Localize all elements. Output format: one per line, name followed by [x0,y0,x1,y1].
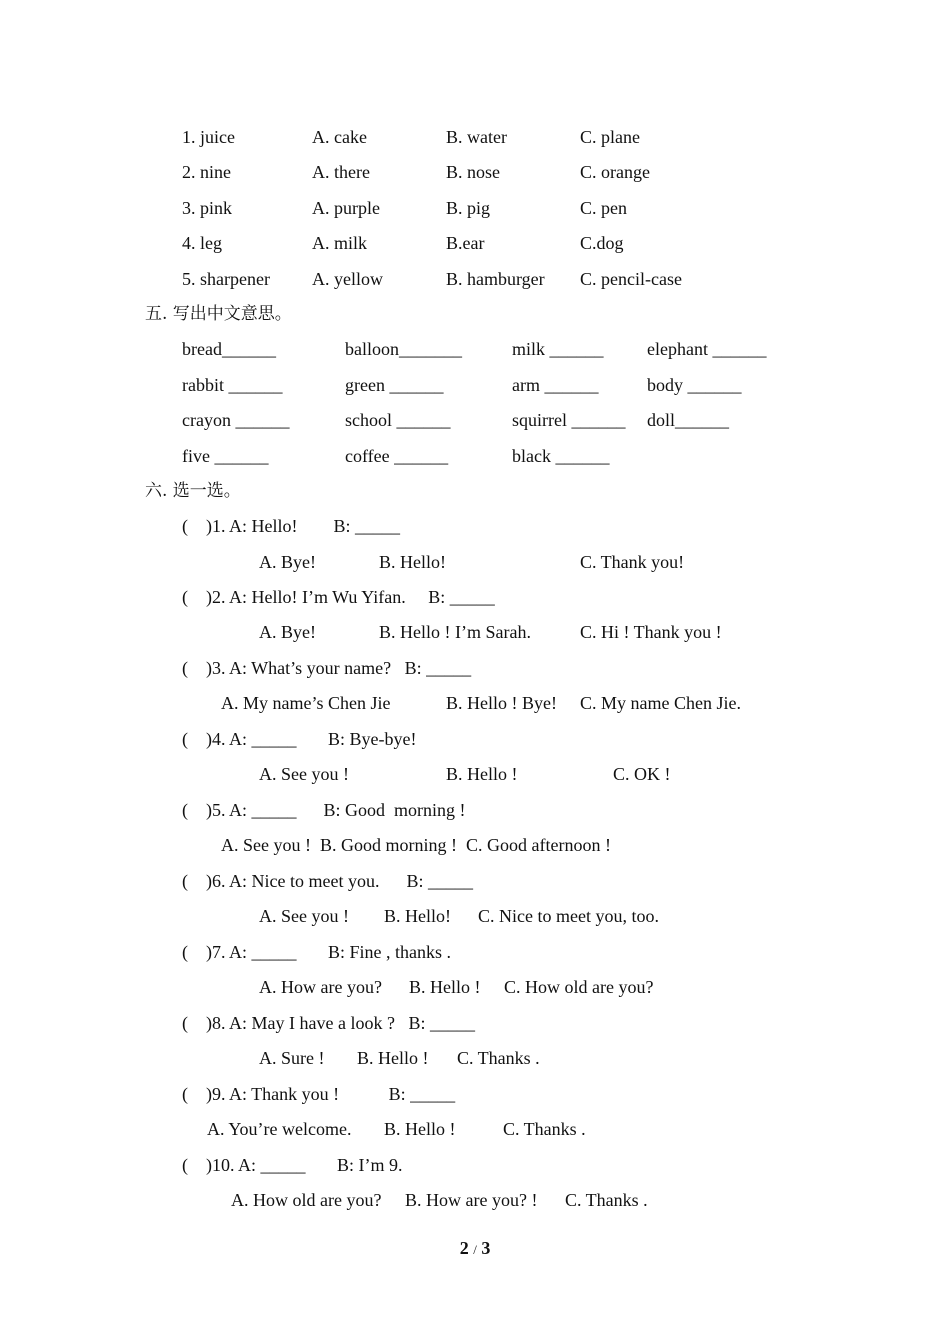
section-6-heading: 六. 选一选。 [145,481,241,501]
question-1: ( )1. A: Hello! B: _____ [182,516,400,536]
row-word: 4. leg [182,233,222,253]
vocab-item: balloon_______ [345,339,462,359]
q1-option-a: A. Bye! [259,552,316,572]
q5-options: A. See you ! B. Good morning ! C. Good afternoon ! [221,835,611,855]
vocab-item: rabbit ______ [182,375,283,395]
option-a: A. milk [312,233,368,253]
q3-option-c: C. My name Chen Jie. [580,693,741,713]
page-number [0,1238,950,1259]
vocab-item: elephant ______ [647,339,767,359]
vocab-item: doll______ [647,410,730,430]
question-8: ( )8. A: May I have a look ? B: _____ [182,1013,475,1033]
option-c: C. pen [580,198,627,218]
option-b: B. nose [446,162,500,182]
q6-option-b: B. Hello! [384,906,451,926]
vocab-item: green ______ [345,375,444,395]
q6-option-c: C. Nice to meet you, too. [478,906,659,926]
option-c: C. orange [580,162,650,182]
option-a: A. cake [312,127,367,147]
q9-option-a: A. You’re welcome. [207,1119,352,1139]
q9-option-c: C. Thanks . [503,1119,586,1139]
row-word: 2. nine [182,162,231,182]
q8-option-b: B. Hello ! [357,1048,429,1068]
question-4: ( )4. A: _____ B: Bye-bye! [182,729,417,749]
q8-option-c: C. Thanks . [457,1048,540,1068]
q4-option-a: A. See you ! [259,764,349,784]
current-page: 2 [459,1238,469,1258]
q1-option-c: C. Thank you! [580,552,685,572]
q3-option-b: B. Hello ! Bye! [446,693,557,713]
option-a: A. purple [312,198,380,218]
q4-option-c: C. OK ! [613,764,671,784]
q2-option-b: B. Hello ! I’m Sarah. [379,622,531,642]
section-5-heading: 五. 写出中文意思。 [145,304,292,324]
row-word: 5. sharpener [182,269,270,289]
q8-option-a: A. Sure ! [259,1048,325,1068]
option-a: A. there [312,162,370,182]
vocab-item: body ______ [647,375,742,395]
q2-option-c: C. Hi ! Thank you ! [580,622,722,642]
question-3: ( )3. A: What’s your name? B: _____ [182,658,472,678]
q7-option-b: B. Hello ! [409,977,481,997]
vocab-item: black ______ [512,446,610,466]
total-pages: 3 [481,1238,491,1258]
vocab-item: five ______ [182,446,269,466]
question-9: ( )9. A: Thank you ! B: _____ [182,1084,456,1104]
q10-option-a: A. How old are you? [231,1190,382,1210]
question-6: ( )6. A: Nice to meet you. B: _____ [182,871,473,891]
option-a: A. yellow [312,269,383,289]
q1-option-b: B. Hello! [379,552,446,572]
q10-option-b: B. How are you? ! [405,1190,538,1210]
q9-option-b: B. Hello ! [384,1119,456,1139]
vocab-item: milk ______ [512,339,604,359]
vocab-item: arm ______ [512,375,599,395]
q6-option-a: A. See you ! [259,906,349,926]
option-b: B.ear [446,233,485,253]
option-c: C. plane [580,127,640,147]
option-b: B. hamburger [446,269,545,289]
option-b: B. pig [446,198,491,218]
q10-option-c: C. Thanks . [565,1190,648,1210]
q3-option-a: A. My name’s Chen Jie [221,693,391,713]
vocab-item: crayon ______ [182,410,290,430]
vocab-item: coffee ______ [345,446,449,466]
question-7: ( )7. A: _____ B: Fine , thanks . [182,942,451,962]
page-separator: / [473,1242,477,1257]
question-10: ( )10. A: _____ B: I’m 9. [182,1155,403,1175]
option-b: B. water [446,127,507,147]
vocab-item: squirrel ______ [512,410,626,430]
row-word: 1. juice [182,127,235,147]
option-c: C.dog [580,233,624,253]
q7-option-c: C. How old are you? [504,977,654,997]
question-2: ( )2. A: Hello! I’m Wu Yifan. B: _____ [182,587,495,607]
row-word: 3. pink [182,198,233,218]
q4-option-b: B. Hello ! [446,764,518,784]
q2-option-a: A. Bye! [259,622,316,642]
option-c: C. pencil-case [580,269,682,289]
q7-option-a: A. How are you? [259,977,382,997]
vocab-item: bread______ [182,339,276,359]
vocab-item: school ______ [345,410,451,430]
question-5: ( )5. A: _____ B: Good morning ! [182,800,466,820]
